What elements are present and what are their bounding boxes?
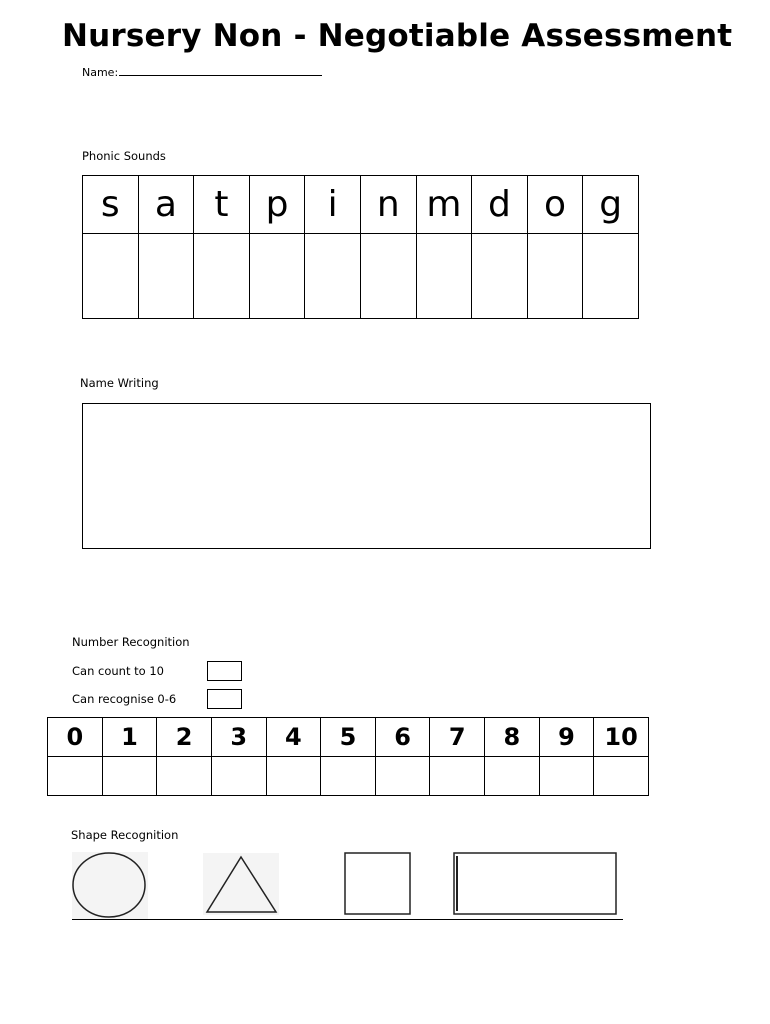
shape-recognition-label: Shape Recognition (71, 828, 179, 842)
circle-icon (72, 852, 148, 920)
number-cell: 8 (485, 718, 540, 757)
phonic-sounds-label: Phonic Sounds (82, 149, 166, 163)
phonics-letter: n (360, 176, 416, 234)
number-cell: 6 (375, 718, 430, 757)
number-recognition-label: Number Recognition (72, 635, 190, 649)
phonics-letter: o (527, 176, 583, 234)
triangle-icon (203, 853, 279, 915)
phonics-letter: m (416, 176, 472, 234)
shape-answer-line[interactable] (72, 919, 623, 920)
number-cell: 2 (157, 718, 212, 757)
page-title: Nursery Non - Negotiable Assessment (62, 18, 733, 54)
phonics-letter: g (583, 176, 639, 234)
phonics-letter: d (472, 176, 528, 234)
square-icon (345, 853, 410, 914)
phonics-letter: i (305, 176, 361, 234)
phonics-letter: p (249, 176, 305, 234)
number-cell: 1 (102, 718, 157, 757)
number-cell: 7 (430, 718, 485, 757)
phonics-letter: t (194, 176, 250, 234)
number-cell: 4 (266, 718, 321, 757)
number-cell: 0 (48, 718, 103, 757)
number-cell: 3 (211, 718, 266, 757)
recognise-0-6-label: Can recognise 0-6 (72, 692, 177, 706)
phonics-letter: s (83, 176, 139, 234)
count-to-10-label: Can count to 10 (72, 664, 164, 678)
number-cell: 9 (539, 718, 594, 757)
name-writing-label: Name Writing (80, 376, 159, 390)
number-cell: 5 (321, 718, 376, 757)
phonics-letter: a (138, 176, 194, 234)
rectangle-icon (454, 853, 616, 914)
number-cell: 10 (594, 718, 649, 757)
name-label: Name: (82, 66, 119, 79)
